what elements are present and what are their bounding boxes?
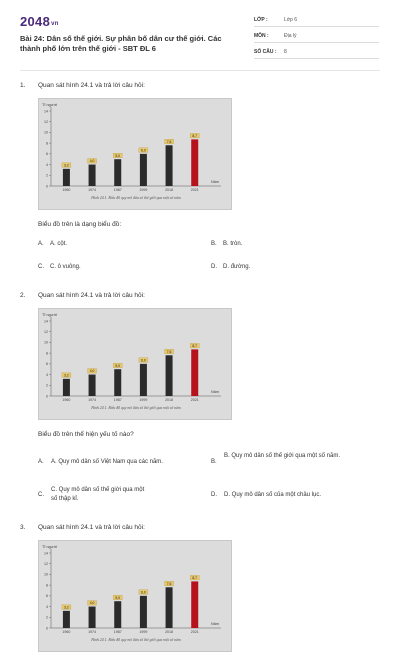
chart-y-tick-label: 4 — [46, 604, 48, 609]
chart-x-tick-label: 1974 — [88, 630, 97, 634]
chart-bar — [140, 154, 147, 186]
question-2-text: Biểu đồ trên thể hiện yếu tố nào? — [38, 431, 134, 438]
question-1-text: Biểu đồ trên là dạng biểu đồ: — [38, 221, 122, 228]
chart-3 — [38, 540, 232, 652]
chart-bar — [89, 165, 96, 186]
chart-y-label: Tỉ người — [42, 102, 58, 107]
chart-data-label: 4,0 — [89, 369, 95, 374]
q1-option-d[interactable]: D. D. đường. — [211, 264, 251, 270]
chart-y-label: Tỉ người — [42, 544, 58, 549]
chart-x-tick-label: 1999 — [139, 188, 148, 192]
chart-y-tick-label: 2 — [46, 615, 48, 620]
chart-bar — [191, 139, 198, 186]
q1-option-a[interactable]: A. A. cột. — [38, 241, 68, 247]
chart-data-label: 6,0 — [141, 358, 146, 363]
chart-data-label: 3,2 — [64, 163, 69, 168]
chart-bar — [166, 355, 173, 396]
chart-y-tick-label: 14 — [44, 109, 48, 114]
chart-x-tick-label: 1987 — [113, 398, 122, 402]
chart-y-tick-label: 12 — [44, 562, 48, 567]
chart-bar — [166, 587, 173, 628]
chart-data-label: 5,0 — [115, 363, 121, 368]
chart-data-label: 5,0 — [115, 595, 121, 600]
chart-x-tick-label: 2021 — [190, 398, 199, 402]
header-divider — [20, 70, 380, 71]
chart-bar — [63, 169, 70, 186]
question-2-title: 2. Quan sát hình 24.1 và trả lời câu hỏi: — [20, 292, 145, 299]
chart-bar — [114, 369, 121, 396]
chart-x-tick-label: 2021 — [190, 188, 199, 192]
chart-data-label: 8,7 — [192, 575, 198, 580]
chart-bar — [191, 581, 198, 628]
chart-2 — [38, 308, 232, 420]
chart-data-label: 6,0 — [141, 148, 146, 153]
chart-bar — [63, 611, 70, 628]
chart-bar — [114, 159, 121, 186]
document-title: Bài 24: Dân số thế giới. Sự phân bố dân cư thế giới. Các thành phố lớn trên thế giới - SBT ĐL 6 — [20, 34, 222, 53]
chart-x-tick-label: 1999 — [139, 630, 148, 634]
chart-bar — [166, 145, 173, 186]
q1-option-c[interactable]: C. C. ô vuông. — [38, 264, 81, 270]
chart-y-tick-label: 8 — [46, 141, 48, 146]
chart-data-label: 3,2 — [64, 373, 69, 378]
chart-bar — [63, 379, 70, 396]
chart-data-label: 7,6 — [166, 349, 172, 354]
chart-caption: Hình 24.1. Biểu đồ quy mô dân số thế giới qua một số năm — [91, 638, 181, 642]
chart-x-tick-label: 2021 — [190, 630, 199, 634]
chart-x-tick-label: 1960 — [62, 398, 71, 402]
chart-y-tick-label: 14 — [44, 551, 48, 556]
chart-data-label: 3,2 — [64, 605, 69, 610]
chart-x-tick-label: 1987 — [113, 188, 122, 192]
chart-x-tick-label: 2018 — [165, 188, 174, 192]
chart-caption: Hình 24.1. Biểu đồ quy mô dân số thế giới qua một số năm — [91, 406, 181, 410]
chart-x-tick-label: 1974 — [88, 188, 97, 192]
chart-x-tick-label: 1987 — [113, 630, 122, 634]
chart-y-tick-label: 14 — [44, 319, 48, 324]
meta-question-count: SỐ CÂU : 8 — [254, 46, 379, 59]
meta-class: LỚP : Lớp 6 — [254, 14, 379, 27]
chart-bar — [140, 596, 147, 628]
chart-data-label: 4,0 — [89, 159, 95, 164]
chart-x-label: Năm — [210, 180, 219, 184]
chart-data-label: 7,6 — [166, 581, 172, 586]
chart-data-label: 8,7 — [192, 343, 198, 348]
chart-y-tick-label: 12 — [44, 120, 48, 125]
chart-x-label: Năm — [210, 622, 219, 626]
chart-bar — [89, 607, 96, 628]
chart-x-tick-label: 2018 — [165, 398, 174, 402]
chart-y-tick-label: 6 — [46, 362, 48, 367]
chart-y-tick-label: 10 — [44, 130, 48, 135]
chart-y-tick-label: 8 — [46, 583, 48, 588]
q1-option-b[interactable]: B. B. tròn. — [211, 241, 243, 247]
chart-data-label: 7,6 — [166, 139, 172, 144]
chart-data-label: 5,0 — [115, 153, 121, 158]
chart-y-tick-label: 8 — [46, 351, 48, 356]
chart-bar — [114, 601, 121, 628]
page-header — [0, 0, 400, 70]
chart-bar — [140, 364, 147, 396]
chart-data-label: 6,0 — [141, 590, 146, 595]
chart-bar — [191, 349, 198, 396]
meta-subject: MÔN : Địa lý — [254, 30, 379, 43]
chart-x-tick-label: 1999 — [139, 398, 148, 402]
chart-y-tick-label: 0 — [46, 184, 48, 189]
chart-x-tick-label: 1960 — [62, 188, 71, 192]
chart-y-label: Tỉ người — [42, 312, 58, 317]
chart-caption: Hình 24.1. Biểu đồ quy mô dân số thế giới qua một số năm — [91, 196, 181, 200]
chart-x-tick-label: 1960 — [62, 630, 71, 634]
chart-data-label: 8,7 — [192, 133, 198, 138]
chart-x-label: Năm — [210, 390, 219, 394]
chart-x-tick-label: 1974 — [88, 398, 97, 402]
chart-y-tick-label: 2 — [46, 173, 48, 178]
chart-y-tick-label: 10 — [44, 340, 48, 345]
chart-y-tick-label: 6 — [46, 594, 48, 599]
question-3-title: 3. Quan sát hình 24.1 và trả lời câu hỏi: — [20, 524, 145, 531]
chart-data-label: 4,0 — [89, 601, 95, 606]
site-logo[interactable]: 2048vn — [20, 14, 59, 29]
question-1-title: 1. Quan sát hình 24.1 và trả lời câu hỏi: — [20, 82, 145, 89]
chart-bar — [89, 375, 96, 396]
chart-y-tick-label: 6 — [46, 152, 48, 157]
chart-y-tick-label: 0 — [46, 394, 48, 399]
chart-y-tick-label: 4 — [46, 162, 48, 167]
chart-y-tick-label: 2 — [46, 383, 48, 388]
chart-y-tick-label: 12 — [44, 330, 48, 335]
chart-y-tick-label: 4 — [46, 372, 48, 377]
chart-y-tick-label: 0 — [46, 626, 48, 631]
chart-y-tick-label: 10 — [44, 572, 48, 577]
chart-1 — [38, 98, 232, 210]
chart-x-tick-label: 2018 — [165, 630, 174, 634]
